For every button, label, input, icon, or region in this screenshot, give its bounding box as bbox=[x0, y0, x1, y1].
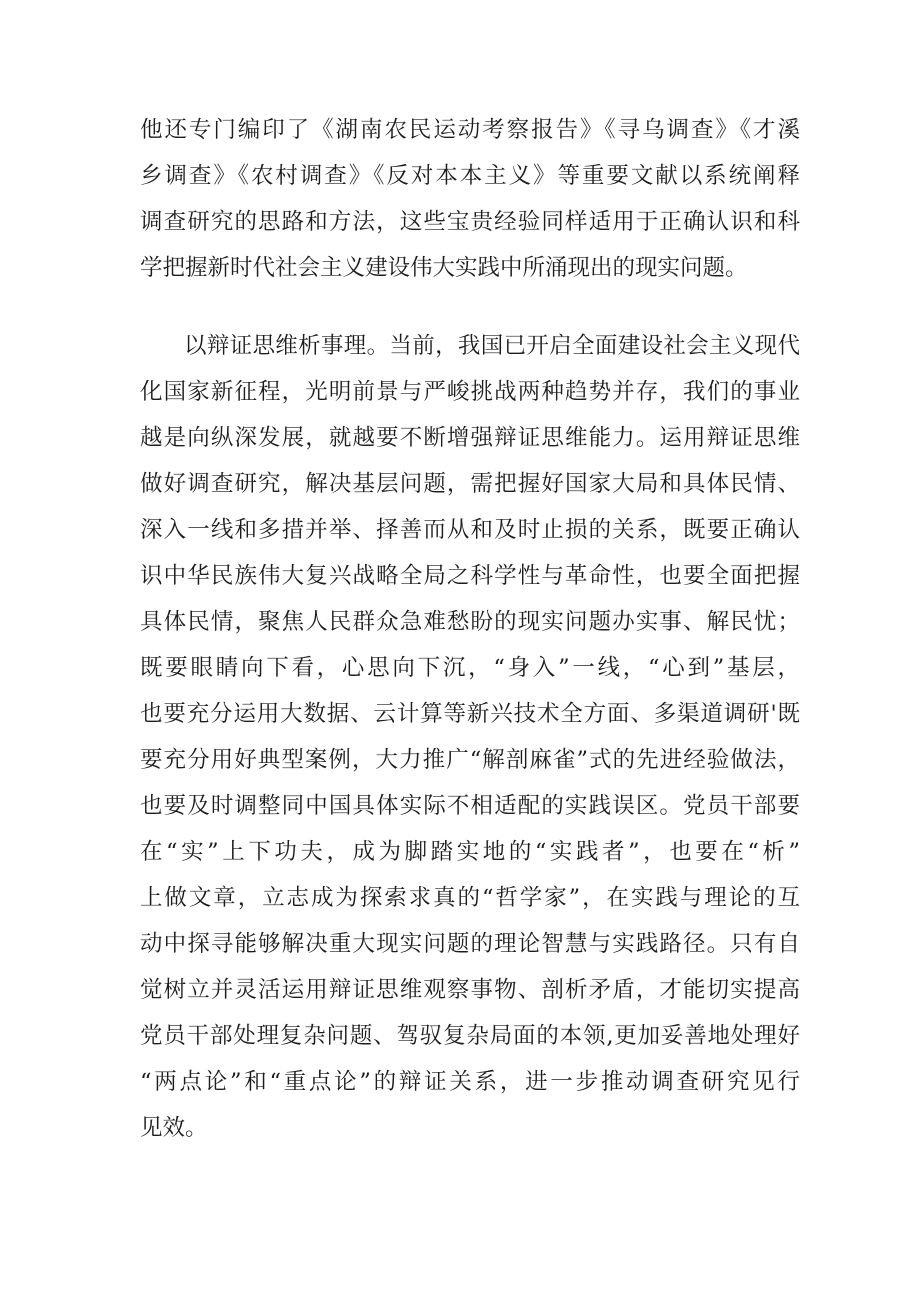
paragraph-2-line-4: 做好调查研究，解决基层问题，需把握好国家大局和具体民情、 bbox=[140, 471, 800, 497]
paragraph-1-line-1: 他还专门编印了《湖南农民运动考察报告》《寻乌调查》《才溪 bbox=[140, 117, 800, 143]
paragraph-1-line-3: 调查研究的思路和方法，这些宝贵经验同样适用于正确认识和科 bbox=[140, 209, 800, 235]
paragraph-2-line-15: 觉树立并灵活运用辩证思维观察事物、剖析矛盾，才能切实提高 bbox=[140, 977, 800, 1003]
paragraph-2-line-6: 识中华民族伟大复兴战略全局之科学性与革命性，也要全面把握 bbox=[140, 563, 800, 589]
paragraph-2-line-14: 动中探寻能够解决重大现实问题的理论智慧与实践路径。只有自 bbox=[140, 931, 800, 957]
paragraph-2-line-8: 既要眼睛向下看，心思向下沉，“身入”一线，“心到”基层， bbox=[140, 655, 800, 681]
paragraph-2-line-9: 也要充分运用大数据、云计算等新兴技术全方面、多渠道调研'既 bbox=[140, 701, 800, 727]
paragraph-2-line-18: 见效。 bbox=[140, 1115, 208, 1141]
paragraph-2-line-2: 化国家新征程，光明前景与严峻挑战两种趋势并存，我们的事业 bbox=[140, 379, 800, 405]
paragraph-1-line-2: 乡调查》《农村调查》《反对本本主义》等重要文献以系统阐释 bbox=[140, 163, 800, 189]
paragraph-2-line-11: 也要及时调整同中国具体实际不相适配的实践误区。党员干部要 bbox=[140, 793, 800, 819]
paragraph-2-line-1: 以辩证思维析事理。当前，我国已开启全面建设社会主义现代 bbox=[184, 333, 800, 359]
paragraph-1-line-4: 学把握新时代社会主义建设伟大实践中所涌现出的现实问题。 bbox=[140, 255, 748, 281]
paragraph-2-line-10: 要充分用好典型案例，大力推广“解剖麻雀”式的先进经验做法， bbox=[140, 747, 800, 773]
paragraph-2-line-3: 越是向纵深发展，就越要不断增强辩证思维能力。运用辩证思维 bbox=[140, 425, 800, 451]
paragraph-2-line-16: 党员干部处理复杂问题、驾驭复杂局面的本领,更加妥善地处理好 bbox=[140, 1023, 800, 1049]
paragraph-2-line-12: 在“实”上下功夫，成为脚踏实地的“实践者”，也要在“析” bbox=[140, 839, 800, 865]
paragraph-2-line-17: “两点论”和“重点论”的辩证关系，进一步推动调查研究见行 bbox=[140, 1069, 800, 1095]
paragraph-2-line-5: 深入一线和多措并举、择善而从和及时止损的关系，既要正确认 bbox=[140, 517, 800, 543]
paragraph-2-line-13: 上做文章，立志成为探索求真的“哲学家”，在实践与理论的互 bbox=[140, 885, 800, 911]
paragraph-2-line-7: 具体民情，聚焦人民群众急难愁盼的现实问题办实事、解民忧； bbox=[140, 609, 800, 635]
